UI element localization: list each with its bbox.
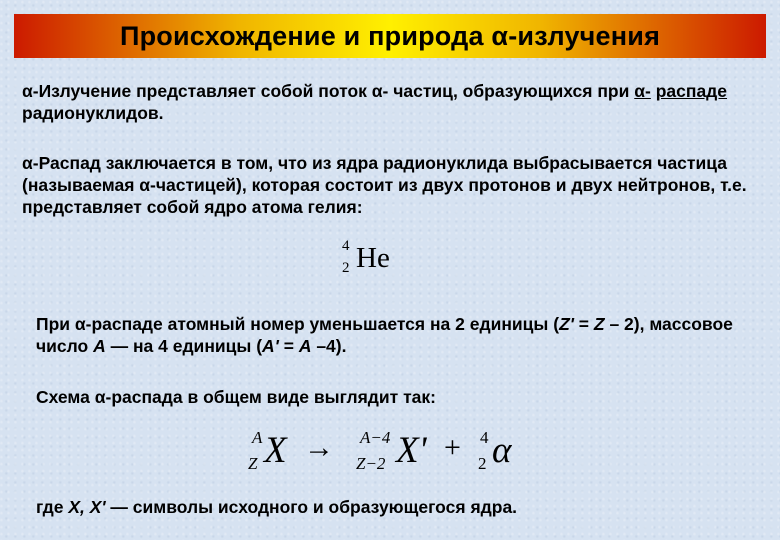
parent-mass-number: A — [252, 428, 263, 447]
para1-text-end: радионуклидов. — [22, 103, 164, 123]
plus-sign: + — [444, 431, 461, 464]
para3-text-3: — на 4 единицы ( — [105, 336, 263, 356]
paragraph-symbols-note — [36, 496, 766, 518]
alpha-decay-link-part2[interactable]: распаде — [655, 81, 728, 101]
z-symbol: Z — [593, 314, 605, 334]
parent-atomic-number: Z — [248, 454, 258, 473]
parent-symbol: X — [264, 430, 287, 471]
alpha-decay-formula — [240, 425, 540, 481]
alpha-atomic-number: 2 — [478, 454, 487, 473]
arrow-icon: → — [304, 431, 334, 464]
helium-nucleus-formula — [338, 238, 408, 282]
alpha-symbol: α — [492, 430, 512, 471]
para1-text: α‑Излучение представляет собой поток α‑ частиц, образующихся при — [22, 81, 635, 101]
paragraph-number-change — [36, 313, 766, 357]
para3-text-4: –4). — [311, 336, 347, 356]
helium-mass-number: 4 — [342, 238, 350, 254]
a-symbol: A — [93, 336, 106, 356]
helium-symbol: He — [356, 242, 390, 274]
para5-text-2: — символы исходного и образующегося ядра. — [105, 497, 518, 517]
alpha-decay-link-part1[interactable]: α- — [634, 81, 651, 101]
equals-2: = — [278, 336, 299, 356]
alpha-mass-number: 4 — [480, 428, 489, 447]
equals-1: = — [573, 314, 594, 334]
paragraph-alpha-decay: α-Распад заключается в том, что из ядра радионуклида выбрасывается частица (называемая α-частицей), которая состоит из двух протонов и двух нейтронов, т.е. представляет собой ядро атома гелия: — [22, 153, 747, 217]
page-title: Происхождение и природа α-излучения — [119, 20, 661, 51]
a-symbol-2: A — [298, 336, 312, 356]
paragraph-decay-scheme: Схема α-распада в общем виде выглядит так: — [36, 387, 436, 407]
para3-text-1: При α-распаде атомный номер уменьшается на 2 единицы ( — [36, 314, 560, 334]
para3-text-2: – 2), массовое число — [36, 314, 733, 356]
daughter-mass-number: A−4 — [360, 428, 391, 447]
nucleus-symbols: X, X' — [68, 497, 106, 517]
para5-text-1: где — [36, 497, 69, 517]
paragraph-alpha-radiation — [22, 80, 762, 124]
z-prime: Z' — [559, 314, 574, 334]
title-banner — [14, 14, 766, 58]
daughter-atomic-number: Z−2 — [356, 454, 386, 473]
helium-atomic-number: 2 — [342, 260, 350, 276]
daughter-symbol: X' — [396, 430, 427, 471]
a-prime: A' — [262, 336, 279, 356]
